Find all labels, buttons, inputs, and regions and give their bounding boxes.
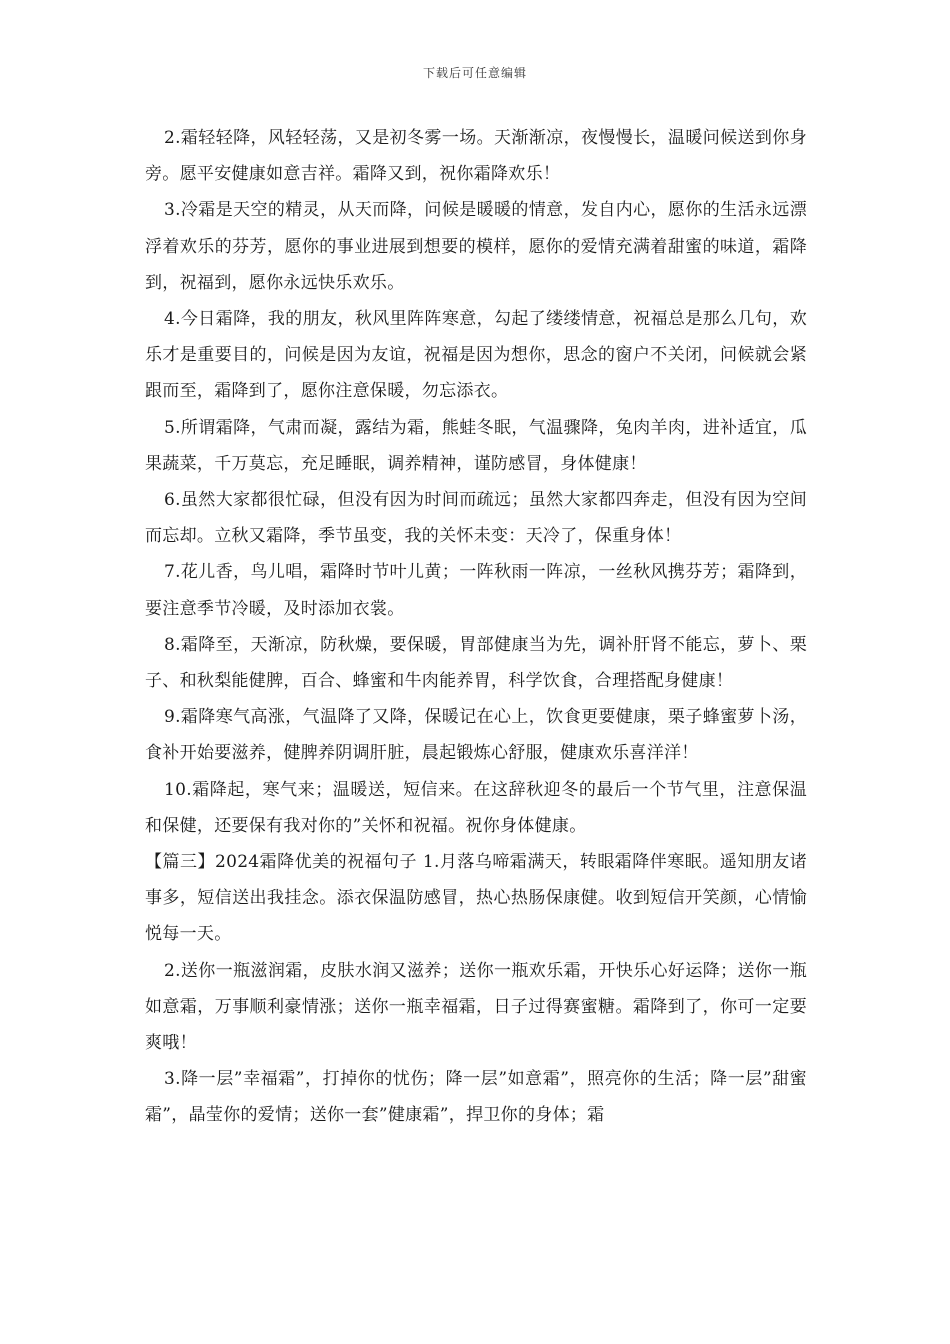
section-three-heading-paragraph: 【篇三】2024霜降优美的祝福句子 1.月落乌啼霜满天，转眼霜降伴寒眠。遥知朋友诸事多，短信送出我挂念。添衣保温防感冒，热心热肠保康健。收到短信开笑颜，心情愉悦每一天。 <box>145 852 807 945</box>
section-three-paragraph-3: 3.降一层”幸福霜”，打掉你的忧伤；降一层”如意霜”，照亮你的生活；降一层”甜蜜霜”，晶莹你的爱情；送你一套”健康霜”，捍卫你的身体；霜 <box>145 1069 807 1126</box>
paragraph-7: 7.花儿香，鸟儿唱，霜降时节叶儿黄；一阵秋雨一阵凉，一丝秋风携芬芳；霜降到，要注意季节冷暖，及时添加衣裳。 <box>145 562 807 619</box>
document-body <box>145 120 807 1134</box>
paragraph-9: 9.霜降寒气高涨，气温降了又降，保暖记在心上，饮食更要健康，栗子蜂蜜萝卜汤，食补开始要滋养，健脾养阴调肝脏，晨起锻炼心舒服，健康欢乐喜洋洋！ <box>145 707 807 764</box>
paragraph-5: 5.所谓霜降，气肃而凝，露结为霜，熊蛙冬眠，气温骤降，兔肉羊肉，进补适宜，瓜果蔬菜，千万莫忘，充足睡眠，调养精神，谨防感冒，身体健康！ <box>145 417 807 474</box>
paragraph-8: 8.霜降至，天渐凉，防秋燥，要保暖，胃部健康当为先，调补肝肾不能忘，萝卜、栗子、和秋梨能健脾，百合、蜂蜜和牛肉能养胃，科学饮食，合理搭配身健康！ <box>145 634 807 692</box>
page-header: 下载后可任意编辑 <box>422 66 527 80</box>
paragraph-6: 6.虽然大家都很忙碌，但没有因为时间而疏远；虽然大家都四奔走，但没有因为空间而忘却。立秋又霜降，季节虽变，我的关怀未变：天冷了，保重身体！ <box>145 490 807 547</box>
section-three-paragraph-2: 2.送你一瓶滋润霜，皮肤水润又滋养；送你一瓶欢乐霜，开快乐心好运降；送你一瓶如意霜，万事顺利豪情涨；送你一瓶幸福霜，日子过得赛蜜糖。霜降到了，你可一定要爽哦！ <box>145 960 807 1054</box>
paragraph-10: 10.霜降起，寒气来；温暖送，短信来。在这辞秋迎冬的最后一个节气里，注意保温和保健，还要保有我对你的”关怀和祝福。祝你身体健康。 <box>145 779 807 836</box>
paragraph-2: 2.霜轻轻降，风轻轻荡，又是初冬雾一场。天渐渐凉，夜慢慢长，温暖问候送到你身旁。愿平安健康如意吉祥。霜降又到，祝你霜降欢乐！ <box>145 128 807 185</box>
paragraph-3: 3.冷霜是天空的精灵，从天而降，问候是暖暖的情意，发自内心，愿你的生活永远漂浮着欢乐的芬芳，愿你的事业进展到想要的模样，愿你的爱情充满着甜蜜的味道，霜降到，祝福到，愿你永远快乐欢乐。 <box>145 200 807 293</box>
paragraph-4: 4.今日霜降，我的朋友，秋风里阵阵寒意，勾起了缕缕情意，祝福总是那么几句，欢乐才是重要目的，问候是因为友谊，祝福是因为想你，思念的窗户不关闭，问候就会紧跟而至，霜降到了，愿你注意保暖，勿忘添衣。 <box>145 309 807 402</box>
